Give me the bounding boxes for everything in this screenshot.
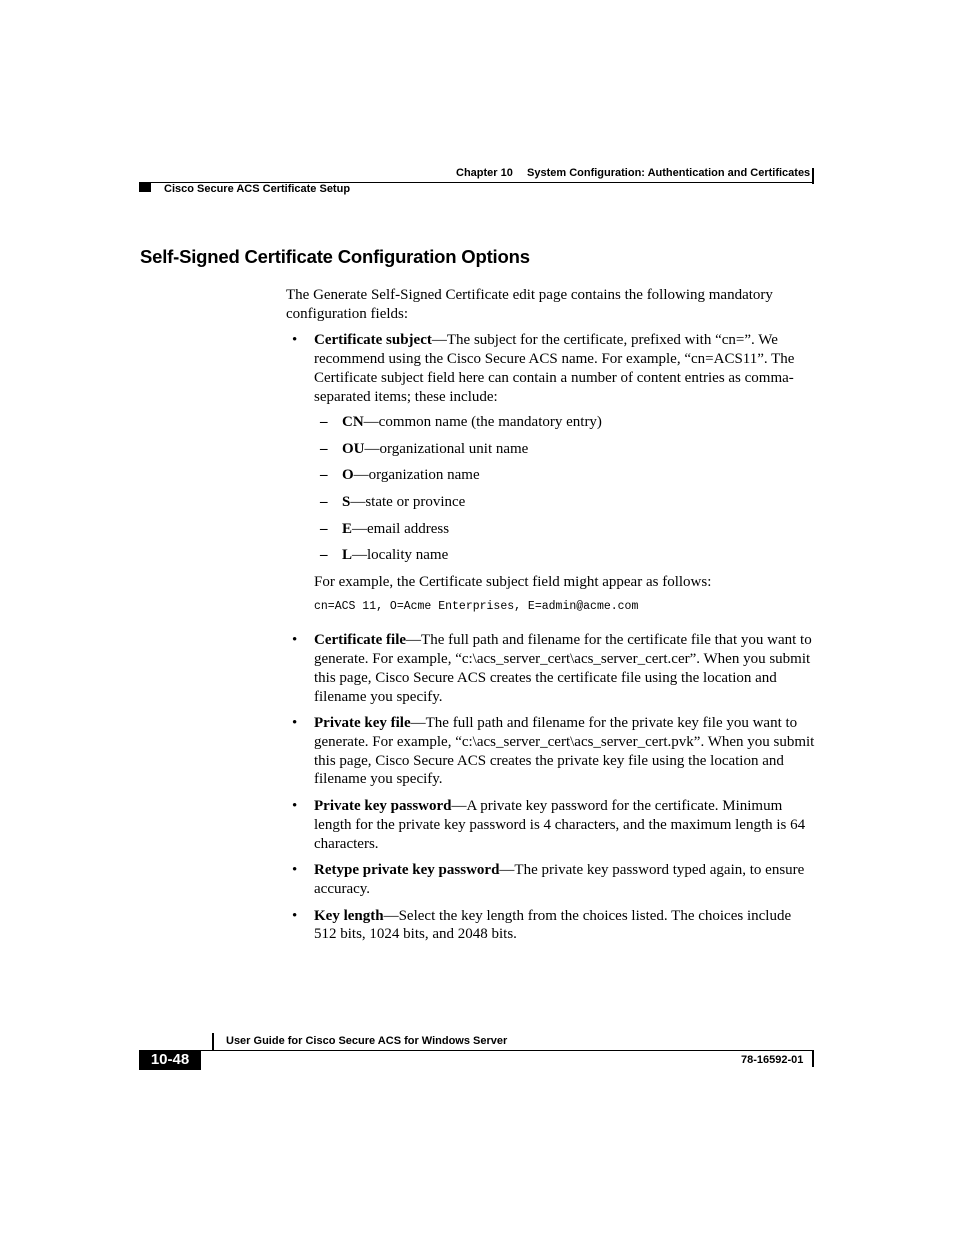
field-desc: —The full path and filename for the private key file you want to generate. For example, “c:\acs_server_cert\acs_server_cert.pvk”. When you submit this page, Cisco Secure ACS creates the private key file using the location and filename you specify. bbox=[314, 715, 815, 788]
field-desc: —Select the key length from the choices listed. The choices include 512 bits, 1024 bits, and 2048 bits. bbox=[314, 907, 792, 943]
list-item: – S—state or province bbox=[314, 493, 816, 512]
list-item: – O—organization name bbox=[314, 466, 816, 485]
section-marker-block bbox=[139, 183, 151, 192]
list-item-private-key-password bbox=[286, 797, 816, 853]
list-item-certificate-file bbox=[286, 631, 816, 706]
field-term: Certificate subject bbox=[314, 332, 432, 349]
body-text bbox=[286, 286, 816, 952]
section-heading: Self-Signed Certificate Configuration Options bbox=[140, 246, 530, 267]
list-item-retype-private-key-password bbox=[286, 861, 816, 898]
field-term: Retype private key password bbox=[314, 862, 500, 879]
field-term: Certificate file bbox=[314, 632, 407, 649]
list-item-private-key-file bbox=[286, 714, 816, 789]
subject-items-list bbox=[314, 413, 816, 565]
list-item: – OU—organizational unit name bbox=[314, 440, 816, 459]
running-section-title: Cisco Secure ACS Certificate Setup bbox=[164, 183, 351, 195]
list-item-key-length bbox=[286, 907, 816, 944]
chapter-title: System Configuration: Authentication and Certificates bbox=[527, 167, 811, 179]
field-term: Key length bbox=[314, 907, 384, 924]
list-item: – CN—common name (the mandatory entry) bbox=[314, 413, 816, 432]
footer-right-bar bbox=[812, 1051, 814, 1067]
field-desc: —The full path and filename for the certificate file that you want to generate. For example, “c:\acs_server_cert\acs_server_cert.cer”. When you submit this page, Cisco Secure ACS creates the certificate file using the location and filename you specify. bbox=[314, 632, 812, 705]
example-intro: For example, the Certificate subject field might appear as follows: bbox=[314, 573, 712, 590]
footer-rule bbox=[200, 1050, 814, 1051]
field-term: Private key file bbox=[314, 715, 411, 732]
chapter-label: Chapter 10 bbox=[456, 167, 513, 179]
field-desc: —The subject for the certificate, prefixed with “cn=”. We recommend using the Cisco Secure ACS name. For example, “cn=ACS11”. The Certificate subject field here can contain a number of content entries as comma-separated items; these include: bbox=[314, 332, 795, 405]
list-item: – E—email address bbox=[314, 520, 816, 539]
field-desc: —The private key password typed again, to ensure accuracy. bbox=[314, 862, 805, 897]
field-term: Private key password bbox=[314, 798, 452, 815]
page-number: 10-48 bbox=[139, 1050, 201, 1070]
field-list bbox=[286, 331, 816, 944]
doc-number: 78-16592-01 bbox=[741, 1054, 804, 1066]
field-desc: —A private key password for the certificate. Minimum length for the private key password is 4 characters, and the maximum length is 64 characters. bbox=[314, 798, 806, 852]
example-code: cn=ACS 11, O=Acme Enterprises, E=admin@acme.com bbox=[314, 600, 639, 614]
list-item: – L—locality name bbox=[314, 546, 816, 565]
footer-left-bar bbox=[212, 1033, 214, 1051]
intro-paragraph: The Generate Self-Signed Certificate edit page contains the following mandatory configuration fields: bbox=[286, 287, 773, 322]
list-item-certificate-subject bbox=[286, 331, 816, 614]
guide-title: User Guide for Cisco Secure ACS for Windows Server bbox=[226, 1035, 508, 1047]
